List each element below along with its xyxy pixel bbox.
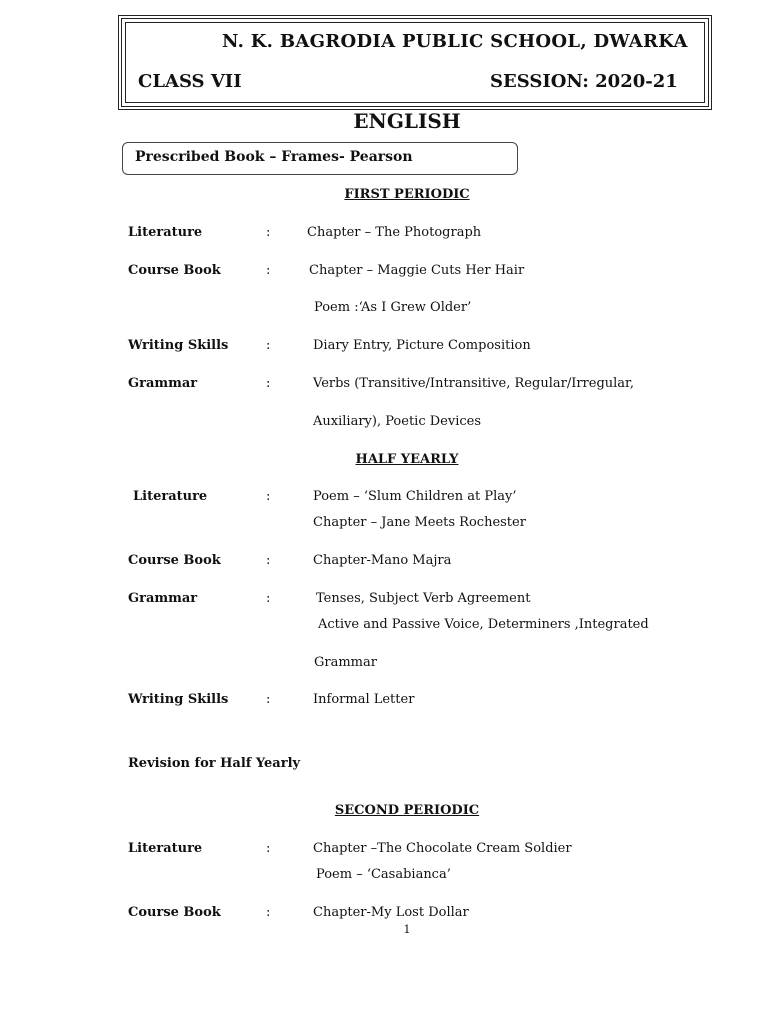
colon: : [266, 489, 271, 504]
row-label: Writing Skills [128, 692, 229, 707]
row-label: Writing Skills [128, 338, 229, 353]
colon: : [266, 225, 271, 240]
row-label: Literature [133, 489, 208, 504]
row-label: Course Book [128, 553, 221, 568]
row-label: Grammar [128, 376, 198, 391]
row-value: Grammar [314, 655, 377, 670]
section-first-periodic: FIRST PERIODIC [344, 187, 470, 202]
row-value: Poem :‘As I Grew Older’ [314, 300, 472, 315]
row-value: Verbs (Transitive/Intransitive, Regular/Irregular, [313, 376, 634, 391]
colon: : [266, 841, 271, 856]
prescribed-book-box [122, 142, 518, 175]
revision-note: Revision for Half Yearly [128, 756, 301, 771]
row-value: Diary Entry, Picture Composition [313, 338, 531, 353]
row-value: Poem – ‘Slum Children at Play’ [313, 489, 517, 504]
row-value: Active and Passive Voice, Determiners ,Integrated [318, 617, 649, 632]
row-value: Chapter-My Lost Dollar [313, 905, 469, 920]
colon: : [266, 905, 271, 920]
row-value: Chapter – Maggie Cuts Her Hair [309, 263, 525, 278]
row-value: Chapter – Jane Meets Rochester [313, 515, 526, 530]
row-label: Course Book [128, 263, 221, 278]
colon: : [266, 553, 271, 568]
row-value: Auxiliary), Poetic Devices [313, 414, 482, 429]
colon: : [266, 591, 271, 606]
section-half-yearly: HALF YEARLY [355, 452, 459, 467]
row-label: Literature [128, 225, 203, 240]
row-value: Chapter-Mano Majra [313, 553, 452, 568]
subject-title: ENGLISH [353, 109, 461, 133]
class-label: CLASS VII [138, 71, 242, 92]
header-box [118, 15, 712, 110]
row-value: Chapter – The Photograph [307, 225, 482, 240]
colon: : [266, 263, 271, 278]
session-label: SESSION: 2020-21 [490, 71, 678, 92]
colon: : [266, 376, 271, 391]
row-label: Course Book [128, 905, 221, 920]
row-label: Literature [128, 841, 203, 856]
row-value: Informal Letter [313, 692, 415, 707]
prescribed-book: Prescribed Book – Frames- Pearson [135, 149, 413, 165]
row-label: Grammar [128, 591, 198, 606]
page-number: 1 [403, 923, 411, 936]
row-value: Poem – ‘Casabianca’ [316, 867, 451, 882]
row-value: Tenses, Subject Verb Agreement [316, 591, 531, 606]
row-value: Chapter –The Chocolate Cream Soldier [313, 841, 572, 856]
section-second-periodic: SECOND PERIODIC [334, 803, 480, 818]
colon: : [266, 692, 271, 707]
school-name: N. K. BAGRODIA PUBLIC SCHOOL, DWARKA [222, 31, 688, 52]
colon: : [266, 338, 271, 353]
